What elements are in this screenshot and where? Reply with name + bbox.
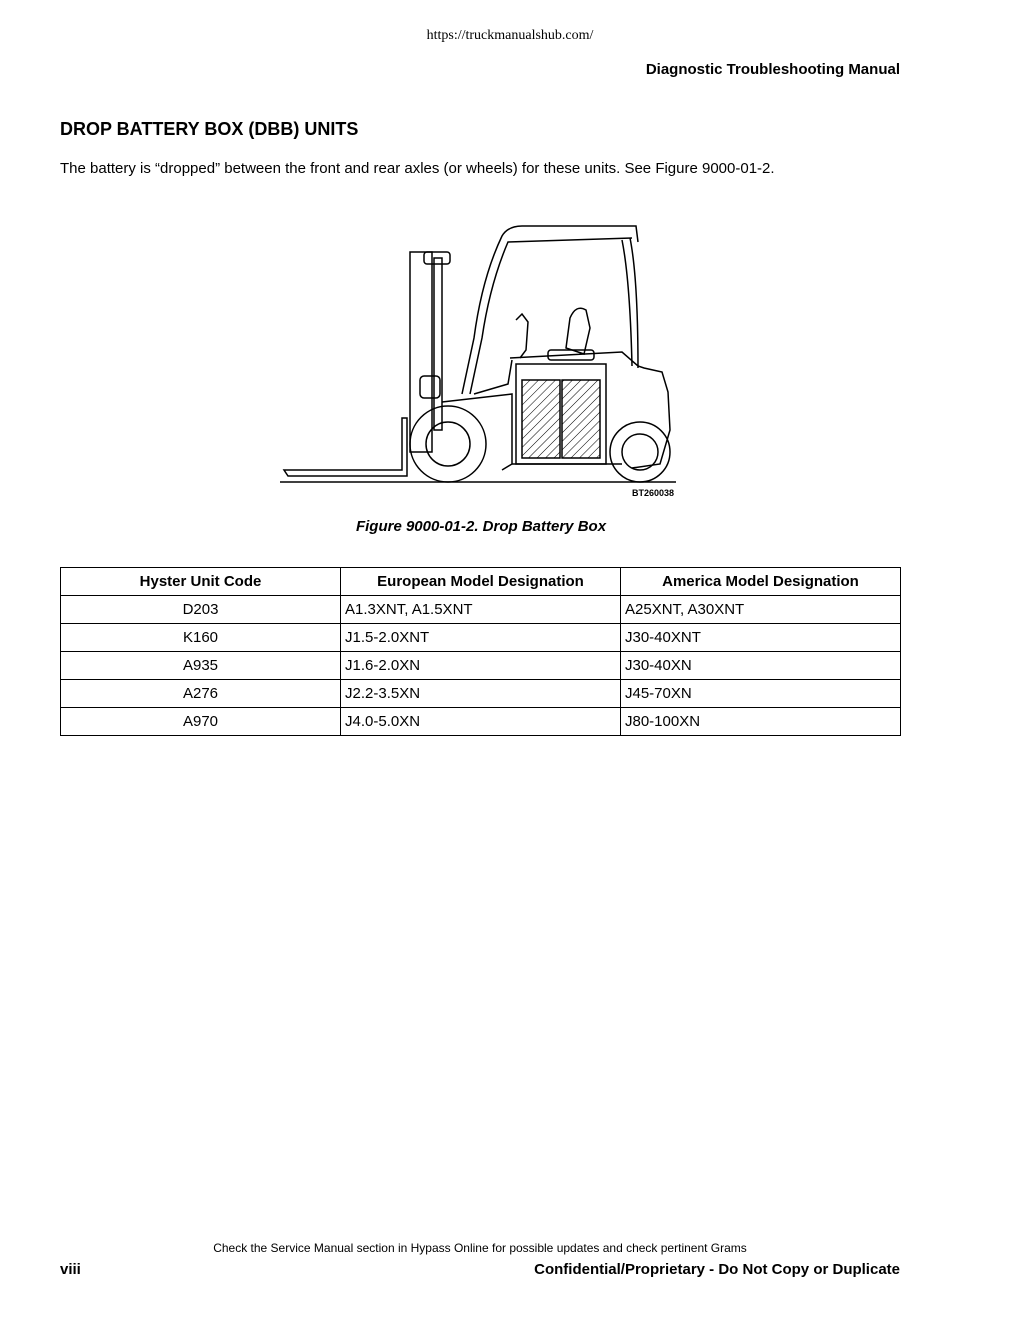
model-table [60,567,901,736]
unit-code-cell: A935 [61,652,341,680]
table-row [61,596,901,624]
unit-code-cell: D203 [61,596,341,624]
overhead-guard-rear-inner [622,240,632,366]
seat-back [566,308,590,354]
battery-cell-right [562,380,600,458]
cowl [474,360,512,394]
confidential-notice: Confidential/Proprietary - Do Not Copy or Duplicate [534,1261,900,1278]
intro-paragraph: The battery is “dropped” between the front and rear axles (or wheels) for these units. See Figure 9000-01-2. [60,160,775,177]
rear-wheel-hub [622,434,658,470]
battery-cell-left [522,380,560,458]
forklift-figure [276,218,686,504]
front-wheel [410,406,486,482]
unit-code-cell: A276 [61,680,341,708]
european-model-cell: J1.5-2.0XNT [341,624,621,652]
fork [284,418,407,476]
america-model-cell: J80-100XN [621,708,901,736]
table-row [61,652,901,680]
america-model-cell: J30-40XNT [621,624,901,652]
steering-column [516,314,528,358]
unit-code-cell: K160 [61,624,341,652]
america-model-cell: A25XNT, A30XNT [621,596,901,624]
european-model-cell: A1.3XNT, A1.5XNT [341,596,621,624]
figure-code: BT260038 [632,488,675,498]
source-url[interactable]: https://truckmanualshub.com/ [426,28,594,43]
footer-note: Check the Service Manual section in Hypass Online for possible updates and check pertinent Grams [213,1241,747,1255]
manual-title: Diagnostic Troubleshooting Manual [645,61,900,78]
figure-caption: Figure 9000-01-2. Drop Battery Box [355,518,607,535]
rear-wheel [610,422,670,482]
table-header-row [61,568,901,596]
unit-code-cell: A970 [61,708,341,736]
mast-inner [434,258,442,430]
european-model-cell: J4.0-5.0XN [341,708,621,736]
page-number: viii [60,1261,81,1278]
header-european-model: European Model Designation [341,568,621,596]
overhead-guard-inner [470,238,632,394]
section-heading: DROP BATTERY BOX (DBB) UNITS [60,119,359,139]
european-model-cell: J2.2-3.5XN [341,680,621,708]
table-row [61,624,901,652]
america-model-cell: J30-40XN [621,652,901,680]
overhead-guard-front [462,226,638,394]
forklift-drawing [276,218,686,504]
front-frame [442,394,512,470]
america-model-cell: J45-70XN [621,680,901,708]
mast-outer [410,252,432,452]
table-row [61,708,901,736]
header-unit-code: Hyster Unit Code [61,568,341,596]
european-model-cell: J1.6-2.0XN [341,652,621,680]
tilt-bracket [420,376,440,398]
table-row [61,680,901,708]
header-america-model: America Model Designation [621,568,901,596]
